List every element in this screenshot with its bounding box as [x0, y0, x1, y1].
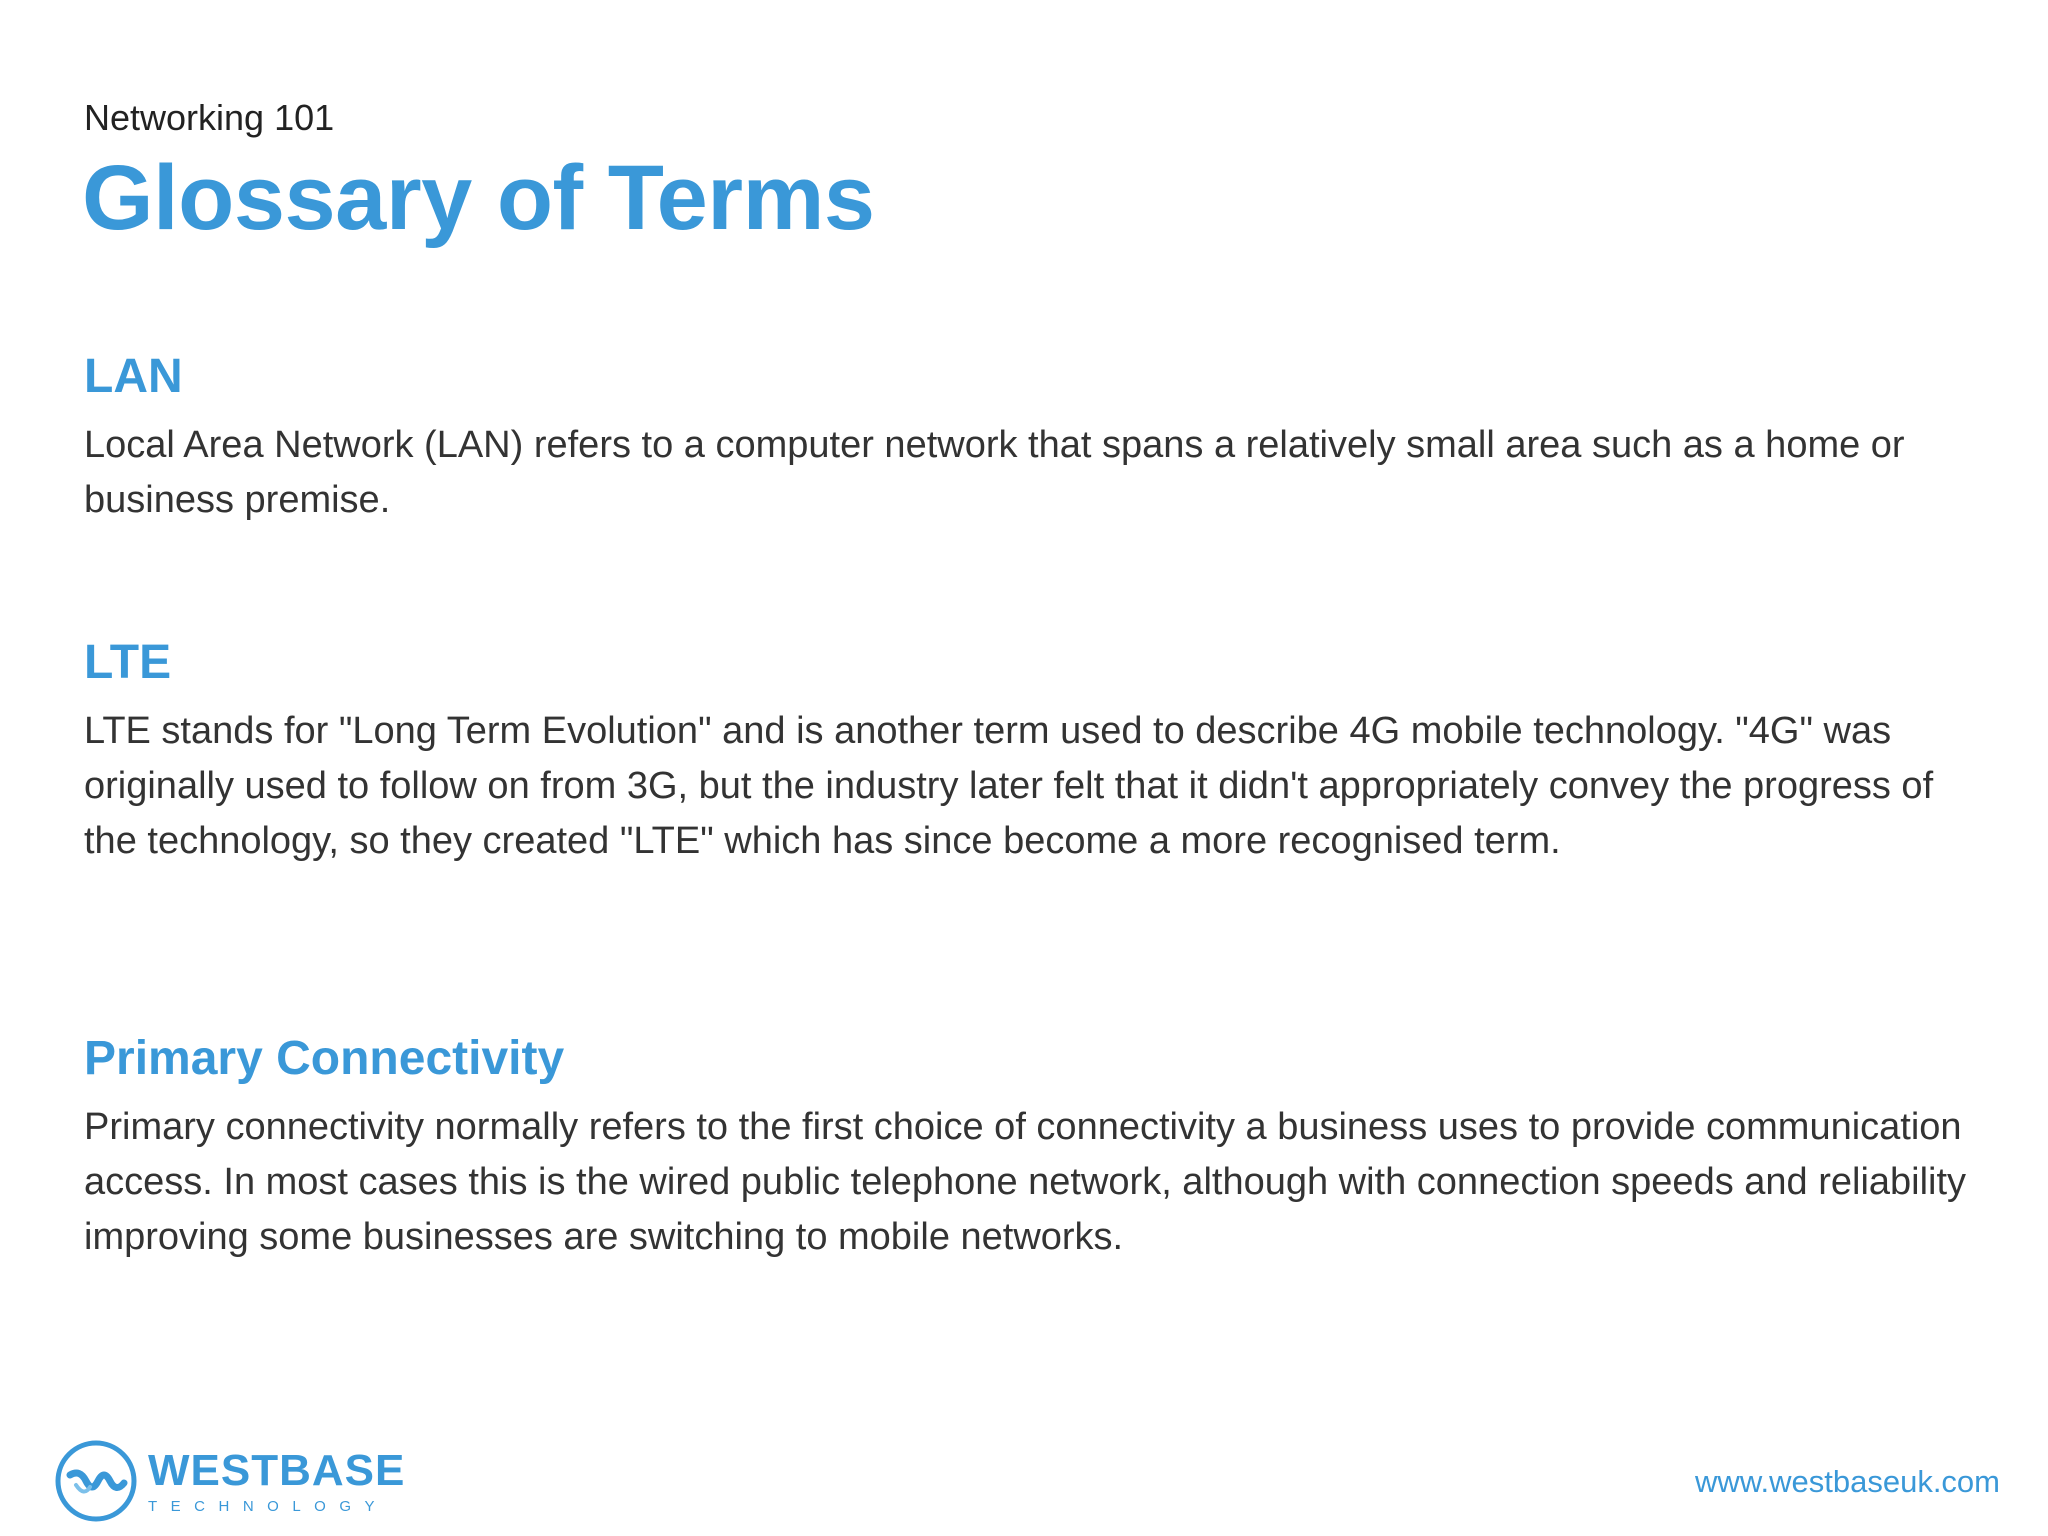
term-heading: LTE	[84, 636, 172, 689]
westbase-logo-icon	[54, 1439, 138, 1523]
logo-name: WESTBASE	[148, 1445, 406, 1495]
logo-subtitle: TECHNOLOGY	[148, 1497, 389, 1515]
term-definition: Primary connectivity normally refers to the first choice of connectivity a business uses to provide communication access. In most cases this is the wired public telephone network, although with connection speeds and reliability improving some businesses are switching to mobile networks.	[84, 1105, 1967, 1258]
term-heading: Primary Connectivity	[84, 1032, 565, 1085]
section-kicker: Networking 101	[84, 97, 335, 138]
website-link[interactable]: www.westbaseuk.com	[1695, 1464, 2000, 1499]
term-definition: LTE stands for "Long Term Evolution" and is another term used to describe 4G mobile technology. "4G" was originally used to follow on from 3G, but the industry later felt that it didn't appropriately convey the progress of the technology, so they created "LTE" which has since become a more recognised term.	[84, 709, 1934, 862]
term-heading: LAN	[84, 350, 183, 403]
term-definition: Local Area Network (LAN) refers to a computer network that spans a relatively small area such as a home or business premise.	[84, 423, 1905, 521]
glossary-item-primary-connectivity	[84, 1030, 1984, 1265]
page-title: Glossary of Terms	[82, 147, 875, 249]
company-logo	[54, 1436, 405, 1526]
logo-wordmark	[148, 1445, 406, 1515]
glossary-item-lte	[84, 634, 1984, 869]
glossary-item-lan	[84, 348, 1984, 528]
